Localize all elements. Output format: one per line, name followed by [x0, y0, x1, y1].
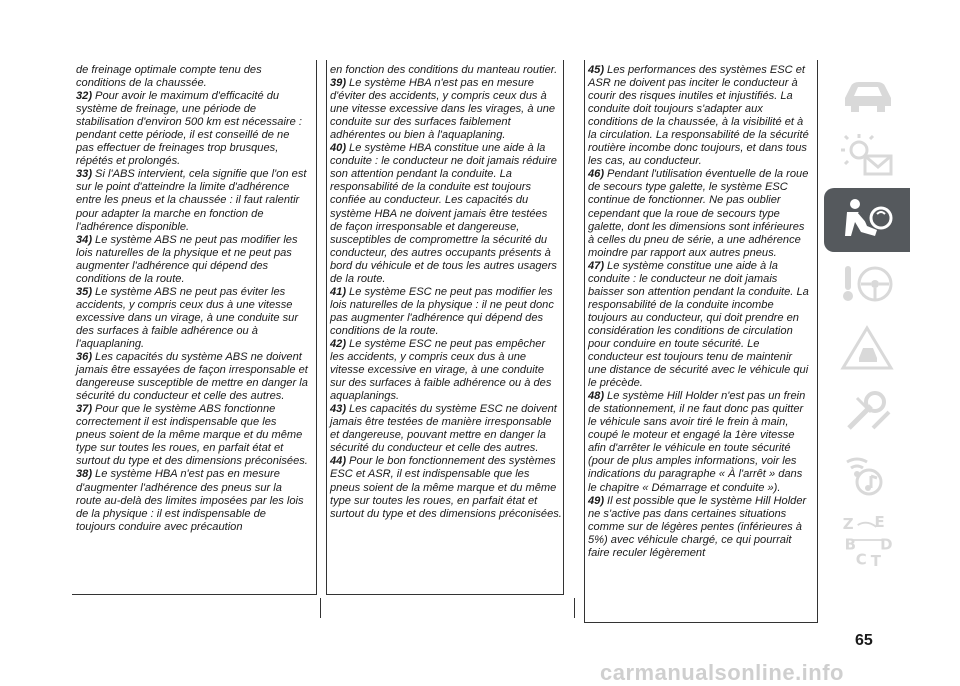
- tab-index[interactable]: [824, 508, 910, 572]
- index-icon: [837, 512, 897, 568]
- tab-warning-lights[interactable]: [824, 124, 910, 188]
- note-number: 38): [76, 468, 93, 481]
- divider-tick: [320, 598, 321, 618]
- note-number: 41): [330, 285, 347, 298]
- warning-lights-icon: [837, 132, 897, 180]
- note-text: Pour le bon fonctionnement des systèmes ESC et ASR, il est indispensable que les pneus soient de la même marque et du même type sur toutes les roues, en parfait état et surtout du type et des dimensions préconisées.: [330, 455, 562, 520]
- note-text: Le système HBA n'est pas en mesure d'éviter des accidents, y compris ceux dus à une vitesse excessive dans les virages, à une conduite sur des surfaces faiblement adhérentes ou bien à l'aquaplaning.: [330, 77, 556, 142]
- warning-note: [76, 468, 308, 533]
- note-number: 46): [588, 168, 605, 181]
- note-number: 43): [330, 403, 347, 416]
- multimedia-icon: [837, 452, 897, 500]
- start-drive-icon: [837, 260, 897, 308]
- warning-note: [588, 260, 812, 390]
- note-text: Le système ABS ne peut pas éviter les accidents, y compris ceux dus à une vitesse excessive dans un virage, à une conduite sur des surfaces à faible adhérence ou à l'aquaplaning.: [76, 285, 299, 350]
- safety-icon: [837, 196, 897, 244]
- index-letter: B: [844, 535, 856, 554]
- index-letter: E: [874, 512, 885, 531]
- warning-note: [76, 168, 308, 233]
- index-letter: T: [870, 552, 881, 568]
- warning-note: [330, 64, 562, 77]
- warning-note: [76, 286, 308, 351]
- text-column-middle: [330, 64, 562, 521]
- warning-note: [330, 455, 562, 520]
- note-text: Le système Hill Holder n'est pas un frein de stationnement, il ne faut donc pas quitter le véhicule sans avoir tiré le frein à main, coupé le moteur et engagé la 1ère vitesse afin d'arrêter le véhicule en toute sécurité (pour de plus amples informations, voir les indications du paragraphe « À l'arrêt » dans le chapitre « Démarrage et conduite »).: [588, 390, 806, 494]
- text-column-right: [588, 64, 812, 560]
- warning-note: [330, 142, 562, 286]
- index-letter: D: [880, 535, 893, 554]
- note-text: Le système ESC ne peut pas empêcher les accidents, y compris ceux dus à une vitesse excessive en virage, à une conduite sur des surfaces à faible adhérence ou à des aquaplanings.: [330, 337, 552, 403]
- note-text: Le système HBA n'est pas en mesure d'augmenter l'adhérence des pneus sur la route au-delà des limites imposées par les lois de la physique : il est indispensable de toujours conduire avec précaution: [76, 468, 304, 533]
- note-text: Le système constitue une aide à la conduite : le conducteur ne doit jamais baisser son attention pendant la conduite. La responsabilité de la conduite incombe toujours au conducteur, qui doit prendre en considération les conditions de circulation pour conduire en toute sécurité. Le conducteur est toujours tenu de maintenir une distance de sécurité avec le véhicule qui le précède.: [588, 259, 809, 390]
- warning-note: [330, 403, 562, 455]
- warning-note: [76, 64, 308, 90]
- index-letter: Z: [842, 514, 854, 533]
- page-number: 65: [855, 632, 873, 649]
- note-number: 39): [330, 77, 347, 90]
- tab-multimedia[interactable]: [824, 444, 910, 508]
- note-text: Pour que le système ABS fonctionne correctement il est indispensable que les pneus soient de la même marque et du même type sur toutes les roues, en parfait état et surtout du type et des dimensions préconisées.: [76, 403, 308, 468]
- tab-maintenance[interactable]: [824, 380, 910, 444]
- note-text: Le système ABS ne peut pas modifier les lois naturelles de la physique et ne peut pas augmenter l'adhérence qui dépend des conditions de la route.: [76, 233, 298, 285]
- maintenance-icon: [837, 388, 897, 436]
- index-letter: C: [855, 550, 867, 568]
- watermark: carmanualsonline.info: [600, 660, 844, 685]
- text-column-left: [76, 64, 308, 534]
- note-number: 37): [76, 403, 93, 416]
- note-text: Les capacités du système ESC ne doivent jamais être testées de manière irresponsable et dangereuse, pouvant mettre en danger la sécurité du conducteur et celle des autres.: [330, 403, 557, 455]
- warning-note: [588, 495, 812, 560]
- note-number: 49): [588, 494, 605, 507]
- note-number: 40): [330, 142, 347, 155]
- note-number: 32): [76, 90, 93, 103]
- note-text: Le système ESC ne peut pas modifier les lois naturelles de la physique : il ne peut donc pas augmenter l'adhérence qui dépend des conditions de la route.: [330, 285, 554, 337]
- warning-note: [76, 90, 308, 168]
- note-number: 34): [76, 233, 93, 246]
- warning-note: [588, 64, 812, 168]
- note-number: 36): [76, 351, 93, 364]
- note-text: Si l'ABS intervient, cela signifie que l'on est sur le point d'atteindre la limite d'adhérence entre les pneus et la chaussée : il faut ralentir pour adapter la marche en fonction de l'adhérence disponible.: [76, 168, 307, 233]
- warning-note: [588, 168, 812, 259]
- note-text: en fonction des conditions du manteau routier.: [330, 64, 558, 76]
- warning-note: [76, 234, 308, 286]
- note-text: Le système HBA constitue une aide à la conduite : le conducteur ne doit jamais réduire son attention pendant la conduite. La responsabilité de la conduite est toujours confiée au conducteur. Les capacités du système HBA ne doivent jamais être testées de façon irresponsable et dangereuse, susceptibles de compromettre la sécurité du conducteur, des autres occupants présents à bord du véhicule et de tous les autres usagers de la route.: [330, 142, 557, 285]
- warning-note: [76, 351, 308, 403]
- tab-start-drive[interactable]: [824, 252, 910, 316]
- warning-note: [330, 338, 562, 403]
- warning-note: [588, 390, 812, 494]
- note-number: 47): [588, 259, 605, 272]
- tab-emergency[interactable]: [824, 316, 910, 380]
- note-text: Pour avoir le maximum d'efficacité du système de freinage, une période de stabilisation d'environ 500 km est nécessaire : pendant cette période, il est conseillé de ne pas effectuer de freinages trop brusques, répétés et prolongés.: [76, 90, 302, 168]
- note-number: 33): [76, 168, 93, 181]
- note-text: Il est possible que le système Hill Holder ne s'active pas dans certaines situations comme sur de légères pentes (inférieures à 5%) avec véhicule chargé, ce qui pourrait faire reculer légèrement: [588, 494, 807, 559]
- note-number: 35): [76, 285, 93, 298]
- warning-note: [76, 403, 308, 468]
- warning-note: [330, 286, 562, 338]
- note-number: 48): [588, 390, 605, 403]
- car-icon: [837, 68, 897, 116]
- warning-note: [330, 77, 562, 142]
- divider-tick: [574, 598, 575, 618]
- note-text: de freinage optimale compte tenu des conditions de la chaussée.: [76, 64, 262, 90]
- note-number: 45): [588, 64, 605, 76]
- note-number: 44): [330, 455, 347, 468]
- note-text: Les capacités du système ABS ne doivent jamais être essayées de façon irresponsable et dangereuse susceptible de mettre en danger la sécurité du conducteur et celle des autres.: [76, 351, 308, 403]
- note-number: 42): [330, 337, 347, 350]
- tab-car[interactable]: [824, 60, 910, 124]
- emergency-icon: [837, 324, 897, 372]
- tab-safety[interactable]: [824, 188, 910, 252]
- note-text: Pendant l'utilisation éventuelle de la roue de secours type galette, le système ESC continue de fonctionner. Ne pas oublier cependant que la roue de secours type galette, dont les dimensions sont inférieures à celles du pneu de série, a une adhérence moindre par rapport aux autres pneus.: [588, 168, 809, 259]
- note-text: Les performances des systèmes ESC et ASR ne doivent pas inciter le conducteur à courir des risques inutiles et injustifiés. La conduite doit toujours s'adapter aux conditions de la chaussée, à la visibilité et à la circulation. La responsabilité de la sécurité routière incombe donc toujours, et dans tous les cas, au conducteur.: [588, 64, 809, 168]
